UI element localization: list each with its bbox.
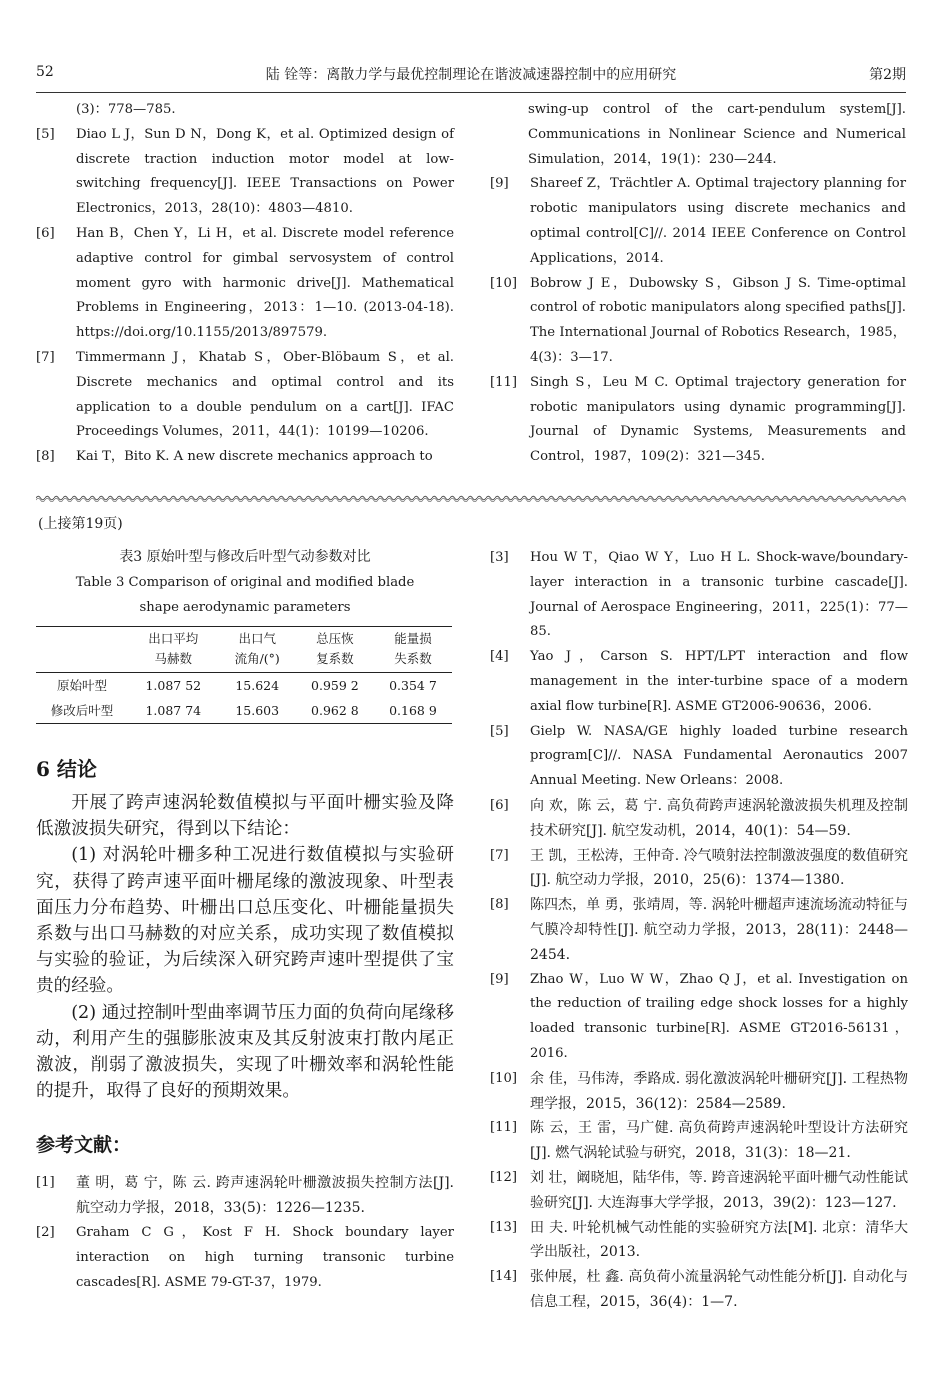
- reference-number: [8]: [36, 449, 55, 465]
- header-rule: [36, 92, 906, 93]
- reference-text: Timmermann J，Khatab S，Ober-Blöbaum S，et al. Discrete mechanics and optimal control and its application to a double pendulum on a cart[J]. IFAC Proceedings Volumes，2011，44(1)：10199—10206.: [76, 349, 454, 440]
- table-header-cell: [374, 627, 452, 673]
- reference-number: [1]: [36, 1175, 55, 1191]
- reference-text: Gielp W. NASA/GE highly loaded turbine research program[C]//. NASA Fundamental Aeronautics 2007 Annual Meeting. New Orleans：2008.: [530, 723, 908, 789]
- table-header-cell: [296, 627, 374, 673]
- reference-text: 陈 云，王 雷，马广健. 高负荷跨声速涡轮叶型设计方法研究[J]. 燃气涡轮试验与研究，2018，31(3)：18—21.: [530, 1120, 908, 1162]
- reference-text: Singh S，Leu M C. Optimal trajectory generation for robotic manipulators using dynamic programming[J]. Journal of Dynamic Systems, Measurements and Control，1987，109(2)：321—345.: [530, 374, 906, 465]
- body-paragraph: (2) 通过控制叶型曲率调节压力面的负荷向尾缘移动，利用产生的强膨胀波束及其反射波束打散内尾正激波，削弱了激波损失，实现了叶栅效率和涡轮性能的提升，取得了良好的预期效果。: [36, 1002, 454, 1102]
- table-cell: 0.168 9: [374, 698, 452, 724]
- reference-text: 陈四杰，单 勇，张靖周，等. 涡轮叶栅超声速流场流动特征与气膜冷却特性[J]. 航空动力学报，2013，28(11)：2448—2454.: [530, 897, 908, 963]
- body-paragraph: (1) 对涡轮叶栅多种工况进行数值模拟与实验研究，获得了跨声速平面叶栅尾缘的激波现象、叶型表面压力分布趋势、叶栅出口总压变化、叶栅能量损失系数与出口马赫数的对应关系，成功实现了数值模拟与实验的验证，为后续深入研究跨声速叶型提供了宝贵的经验。: [36, 845, 454, 997]
- reference-text: Hou W T，Qiao W Y，Luo H L. Shock-wave/boundary-layer interaction in a transonic turbine cascade[J]. Journal of Aerospace Engineering，2011，225(1)：77—85.: [530, 550, 908, 640]
- reference-number: [5]: [36, 126, 55, 142]
- table-caption-en: Table 3 Comparison of original and modified blade shape aerodynamic parameters: [75, 575, 415, 615]
- table-header-text: 失系数: [394, 651, 432, 666]
- reference-text: Graham C G，Kost F H. Shock boundary layer interaction on high turning transonic turbine cascades[R]. ASME 79-GT-37，1979.: [76, 1225, 454, 1290]
- reference-item: [36, 346, 454, 445]
- reference-text: 董 明，葛 宁，陈 云. 跨声速涡轮叶栅激波损失控制方法[J]. 航空动力学报，2018，33(5)：1226—1235.: [76, 1175, 454, 1217]
- reference-continuation: (3)：778—785.: [76, 102, 176, 117]
- table-cell: 1.087 74: [128, 698, 219, 724]
- table-header-text: 出口平均: [148, 631, 199, 646]
- top-right-ref-list: [490, 172, 906, 470]
- reference-continuation: swing-up control of the cart-pendulum system[J]. Communications in Nonlinear Science and Numerical Simulation，2014，19(1)：230—244.: [528, 102, 906, 167]
- reference-number: [6]: [36, 225, 55, 241]
- reference-item: [36, 1171, 454, 1221]
- reference-item: [36, 222, 454, 346]
- top-right-references: [490, 98, 906, 470]
- reference-item: [490, 371, 906, 470]
- reference-number: [12]: [490, 1169, 518, 1185]
- running-title: 陆 铨等：离散力学与最优控制理论在谐波减速器控制中的应用研究: [265, 67, 677, 83]
- reference-text: 张仲展，杜 鑫. 高负荷小流量涡轮气动性能分析[J]. 自动化与信息工程，2015，36(4)：1—7.: [530, 1269, 908, 1310]
- table-row-label: 修改后叶型: [36, 698, 128, 724]
- parameter-table: [36, 626, 452, 724]
- table-cell: 15.603: [219, 698, 296, 724]
- bottom-left-column: [36, 545, 454, 1295]
- reference-number: [6]: [490, 797, 509, 813]
- reference-item: [490, 1116, 908, 1166]
- reference-item: [490, 546, 908, 645]
- reference-text: 向 欢，陈 云，葛 宁. 高负荷跨声速涡轮激波损失机理及控制技术研究[J]. 航空发动机，2014，40(1)：54—59.: [530, 797, 908, 839]
- reference-text: Bobrow J E，Dubowsky S，Gibson J S. Time-optimal control of robotic manipulators along specified paths[J]. The International Journal of Robotics Research，1985，4(3)：3—17.: [530, 275, 906, 365]
- reference-text: Kai T，Bito K. A new discrete mechanics approach to: [76, 449, 433, 465]
- reference-number: [5]: [490, 723, 509, 739]
- table-caption-cn: 表3 原始叶型与修改后叶型气动参数对比: [119, 549, 371, 565]
- reference-number: [8]: [490, 897, 509, 913]
- references-left-list: [36, 1171, 454, 1295]
- section-heading: 6 结论: [36, 757, 97, 781]
- reference-text: Diao L J，Sun D N，Dong K，et al. Optimized design of discrete traction induction motor model at low-switching frequency[J]. IEEE Transactions on Power Electronics，2013，28(10)：4803—4810.: [76, 126, 454, 217]
- table-header-row: [36, 627, 452, 673]
- reference-text: 王 凯，王松涛，王仲奇. 冷气喷射法控制激波强度的数值研究[J]. 航空动力学报，2010，25(6)：1374—1380.: [530, 847, 908, 889]
- table-cell: 0.962 8: [296, 698, 374, 724]
- page-header: [36, 64, 906, 86]
- reference-number: [10]: [490, 275, 518, 291]
- top-left-ref-list: [36, 123, 454, 470]
- reference-text: Han B，Chen Y，Li H，et al. Discrete model reference adaptive control for gimbal servosystem of control moment gyro with harmonic drive[J]. Mathematical Problems in Engineering，2013：1—10. (2013-04-18). https://doi.org/10.1155/2013/897579.: [76, 225, 454, 341]
- table-header-text: 能量损: [394, 631, 432, 646]
- reference-number: [11]: [490, 1120, 518, 1136]
- reference-item: [490, 272, 906, 371]
- table-header-text: 马赫数: [154, 651, 193, 666]
- reference-number: [7]: [490, 847, 509, 863]
- reference-number: [3]: [490, 550, 509, 565]
- reference-number: [4]: [490, 649, 509, 665]
- reference-item: [490, 1265, 908, 1315]
- reference-item: [490, 844, 908, 894]
- continued-from-note: (上接第19页): [38, 516, 123, 532]
- reference-text: Shareef Z，Trächtler A. Optimal trajectory planning for robotic manipulators using discrete mechanics and optimal control[C]//. 2014 IEEE Conference on Control Applications，2014.: [530, 176, 906, 266]
- table-row: [36, 673, 452, 699]
- table-row-label: 原始叶型: [56, 678, 107, 693]
- reference-number: [9]: [490, 971, 509, 987]
- reference-item: [490, 1166, 908, 1216]
- conclusion-body: [36, 790, 454, 1104]
- reference-item: [490, 720, 908, 794]
- reference-item: [490, 1216, 908, 1266]
- reference-text: 田 夫. 叶轮机械气动性能的实验研究方法[M]. 北京：清华大学出版社，2013.: [530, 1219, 908, 1261]
- table-header-cell: [128, 627, 219, 673]
- table-header-text: 总压恢: [316, 631, 354, 646]
- table-cell: 0.354 7: [389, 678, 437, 693]
- table-header-text: 出口气: [238, 631, 276, 646]
- reference-item: [36, 445, 454, 470]
- page-number: 52: [36, 64, 54, 80]
- reference-number: [7]: [36, 349, 55, 365]
- references-heading: 参考文献：: [36, 1134, 132, 1157]
- top-left-references: [36, 98, 454, 470]
- table-row: [36, 698, 452, 724]
- table-cell: 15.624: [235, 678, 280, 693]
- table-header-text: 复系数: [316, 651, 354, 666]
- reference-item: [490, 172, 906, 271]
- reference-text: Yao J，Carson S. HPT/LPT interaction and flow management in the inter-turbine space of a modern axial flow turbine[R]. ASME GT2006-90636，2006.: [530, 649, 908, 714]
- reference-item: [36, 123, 454, 222]
- reference-number: [14]: [490, 1269, 518, 1285]
- table-header-text: 流角/(°): [234, 651, 280, 666]
- reference-item: [490, 968, 908, 1067]
- bottom-right-column: [490, 546, 908, 1315]
- reference-item: [490, 1067, 908, 1117]
- ornamental-divider: [36, 494, 906, 502]
- table-cell: 1.087 52: [145, 678, 202, 693]
- reference-text: Zhao W，Luo W W，Zhao Q J，et al. Investigation on the reduction of trailing edge shock losses for a highly loaded transonic turbine[R]. ASME GT2016-56131，2016.: [530, 971, 908, 1061]
- reference-item: [490, 645, 908, 719]
- table-header-cell: [36, 627, 128, 673]
- reference-text: 刘 壮，阚晓旭，陆华伟，等. 跨音速涡轮平面叶栅气动性能试验研究[J]. 大连海事大学学报，2013，39(2)：123—127.: [530, 1169, 908, 1211]
- reference-number: [9]: [490, 176, 509, 192]
- reference-number: [2]: [36, 1225, 55, 1241]
- table-cell: 0.959 2: [311, 678, 359, 693]
- references-right-list: [490, 546, 908, 1315]
- table-body: [36, 673, 452, 724]
- issue-number: 第2期: [869, 67, 906, 83]
- reference-item: [490, 794, 908, 844]
- reference-number: [10]: [490, 1070, 518, 1086]
- reference-item: [490, 893, 908, 967]
- table-header-cell: [219, 627, 296, 673]
- body-paragraph: 开展了跨声速涡轮数值模拟与平面叶栅实验及降低激波损失研究，得到以下结论：: [36, 793, 454, 840]
- reference-item: [36, 1221, 454, 1295]
- reference-number: [11]: [490, 374, 518, 390]
- reference-number: [13]: [490, 1219, 518, 1235]
- reference-text: 余 佳，马伟涛，季路成. 弱化激波涡轮叶栅研究[J]. 工程热物理学报，2015，36(12)：2584—2589.: [530, 1070, 908, 1112]
